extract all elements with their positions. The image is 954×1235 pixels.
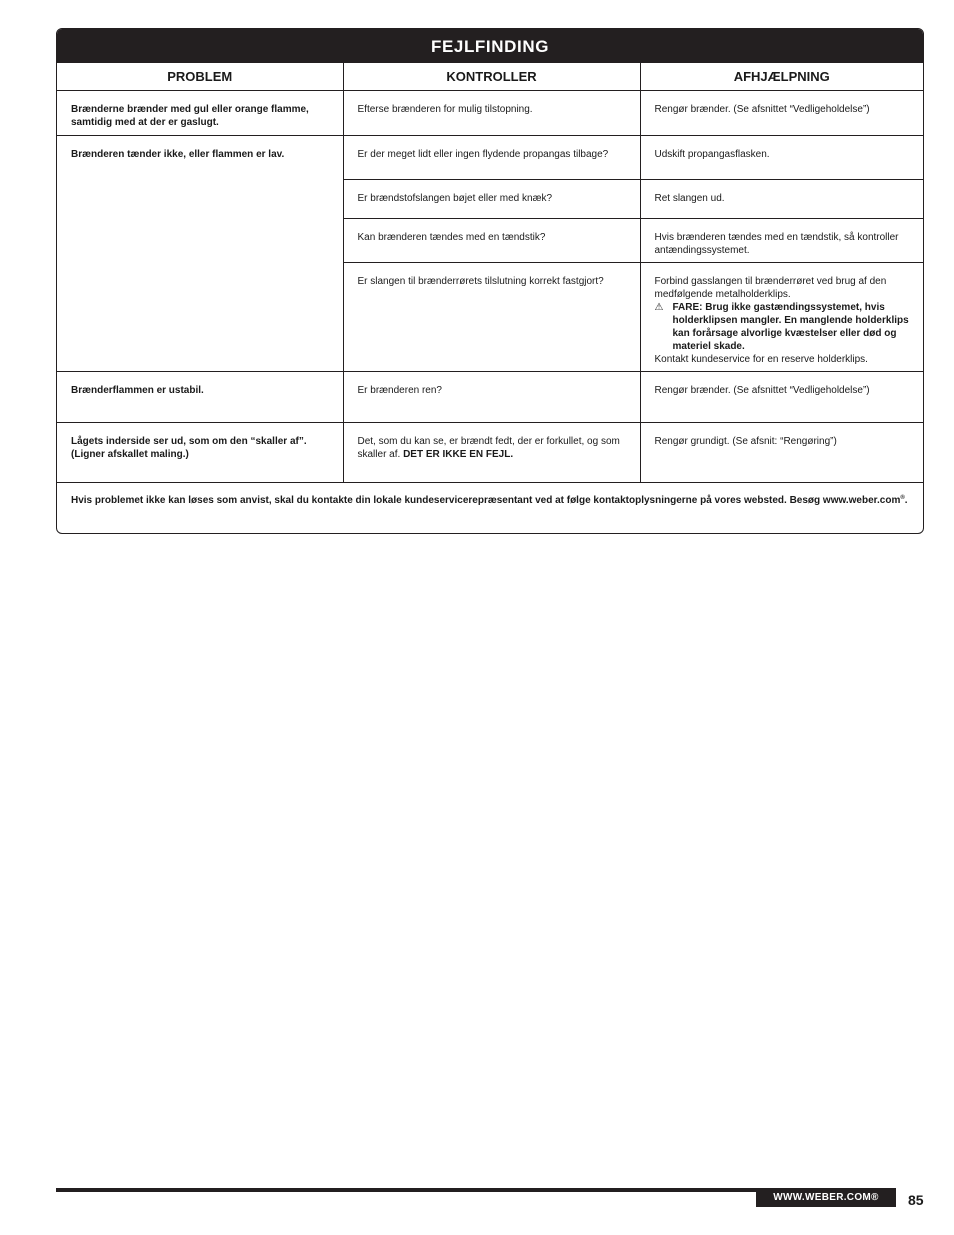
troubleshooting-panel xyxy=(56,28,924,534)
remedy-text: Forbind gasslangen til brænderrøret ved brug af den medfølgende metalholderklips. xyxy=(654,276,887,300)
check-text: Det, som du kan se, er brændt fedt, der er forkullet, og som skaller af. xyxy=(357,436,620,460)
header-check: KONTROLLER xyxy=(343,63,640,91)
problem-cell: Brænderne brænder med gul eller orange flamme, samtidig med at der er gaslugt. xyxy=(57,91,343,136)
problem-cell: Brænderen tænder ikke, eller flammen er lav. xyxy=(57,136,343,372)
check-cell: Er brænderen ren? xyxy=(343,372,640,423)
warning-block xyxy=(655,301,910,353)
check-emphasis: DET ER IKKE EN FEJL. xyxy=(403,449,514,460)
remedy-cell: Rengør brænder. (Se afsnittet “Vedligeholdelse”) xyxy=(640,372,923,423)
remedy-cell: Ret slangen ud. xyxy=(640,180,923,219)
footer-note xyxy=(57,483,923,533)
check-cell: Er der meget lidt eller ingen flydende propangas tilbage? xyxy=(343,136,640,180)
troubleshooting-table xyxy=(57,63,923,533)
table-row xyxy=(57,423,923,483)
registered-mark: ® xyxy=(900,495,905,501)
check-cell xyxy=(343,423,640,483)
remedy-cell: Rengør brænder. (Se afsnittet “Vedligeholdelse”) xyxy=(640,91,923,136)
page-number: 85 xyxy=(908,1192,924,1208)
header-row xyxy=(57,63,923,91)
check-cell: Kan brænderen tændes med en tændstik? xyxy=(343,219,640,263)
footer-row xyxy=(57,483,923,533)
problem-cell: Brænderflammen er ustabil. xyxy=(57,372,343,423)
header-remedy: AFHJÆLPNING xyxy=(640,63,923,91)
remedy-cell: Hvis brænderen tændes med en tændstik, så kontroller antændingssystemet. xyxy=(640,219,923,263)
remedy-cell xyxy=(640,263,923,372)
footer-end: . xyxy=(904,495,908,506)
warning-text: FARE: Brug ikke gastændingssystemet, hvis holderklipsen mangler. En manglende holderklips kan forårsage alvorlige kvæstelser eller død og materiel skade. xyxy=(672,302,909,352)
table-row xyxy=(57,91,923,136)
check-cell: Efterse brænderen for mulig tilstopning. xyxy=(343,91,640,136)
remedy-text-after: Kontakt kundeservice for en reserve holderklips. xyxy=(654,354,868,365)
footer-text: Hvis problemet ikke kan løses som anvist, skal du kontakte din lokale kundeservicerepræsentant ved at følge kontaktoplysningerne på vores websted. Besøg www.weber.com xyxy=(71,495,901,506)
section-title: FEJLFINDING xyxy=(57,29,923,63)
website-badge: WWW.WEBER.COM® xyxy=(756,1189,896,1207)
header-problem: PROBLEM xyxy=(57,63,343,91)
warning-icon: ⚠ xyxy=(654,302,664,313)
problem-cell: Lågets inderside ser ud, som om den “skaller af”. (Ligner afskallet maling.) xyxy=(57,423,343,483)
table-row xyxy=(57,372,923,423)
check-cell: Er slangen til brænderrørets tilslutning korrekt fastgjort? xyxy=(343,263,640,372)
remedy-cell: Rengør grundigt. (Se afsnit: “Rengøring”) xyxy=(640,423,923,483)
remedy-cell: Udskift propangasflasken. xyxy=(640,136,923,180)
table-row xyxy=(57,136,923,180)
check-cell: Er brændstofslangen bøjet eller med knæk? xyxy=(343,180,640,219)
